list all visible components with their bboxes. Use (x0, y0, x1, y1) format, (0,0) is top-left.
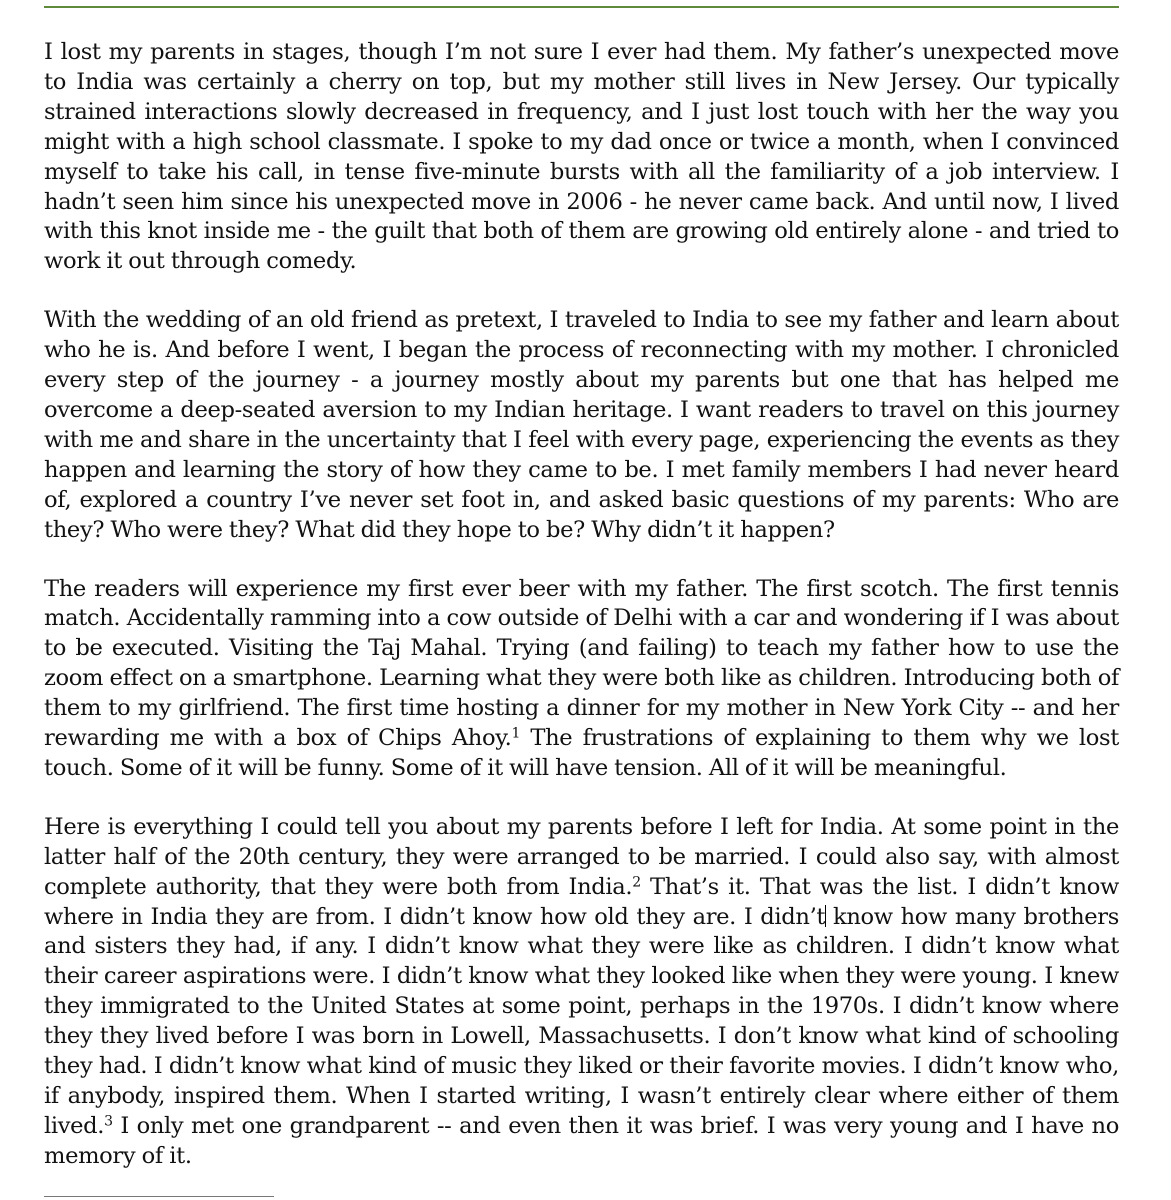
paragraph-3[interactable] (44, 575, 1119, 784)
header-rule (44, 6, 1119, 8)
paragraph-4-text-b: That’s it. That was the list. I didn’t know where in India they are from. I didn’t know how old they are. I didn’t (44, 873, 1119, 930)
footnote-ref-3[interactable]: 3 (104, 1113, 113, 1130)
footnote-ref-2[interactable]: 2 (632, 873, 641, 890)
paragraph-1[interactable] (44, 38, 1119, 277)
paragraph-3-text-b: The frustrations of explaining to them why we lost touch. Some of it will be funny. Some of it will have tension. All of it will be meaningful. (44, 725, 1119, 781)
paragraph-3-text-a: The readers will experience my first ever beer with my father. The first scotch. The first tennis match. Accidentally ramming into a cow outside of Delhi with a car and wondering if I was about to be executed. Visiting the Taj Mahal. Trying (and failing) to teach my father how to use the zoom effect on a smartphone. Learning what they were both like as children. Introducing both of them to my girlfriend. The first time hosting a dinner for my mother in New York City -- and her rewarding me with a box of Chips Ahoy. (44, 575, 1119, 752)
document-page (44, 0, 1119, 1200)
paragraph-4-text-c: know how many brothers and sisters they had, if any. I didn’t know what they were like as children. I didn’t know what their career aspirations were. I didn’t know what they looked like when they were young. I knew they immigrated to the United States at some point, perhaps in the 1970s. I didn’t know where they they lived before I was born in Lowell, Massachusetts. I don’t know what kind of schooling they had. I didn’t know what kind of music they liked or their favorite movies. I didn’t know who, if anybody, inspired them. When I started writing, I wasn’t entirely clear where either of them lived. (44, 903, 1120, 1139)
paragraph-4-text-a: Here is everything I could tell you about my parents before I left for India. At some point in the latter half of the 20th century, they were arranged to be married. I could also say, with almost complete authority, that they were both from India. (44, 813, 1119, 900)
paragraph-2-text: With the wedding of an old friend as pretext, I traveled to India to see my father and learn about who he is. And before I went, I began the process of reconnecting with my mother. I chronicled every step of the journey - a journey mostly about my parents but one that has helped me overcome a deep-seated aversion to my Indian heritage. I want readers to travel on this journey with me and share in the uncertainty that I feel with every page, experiencing the events as they happen and learning the story of how they came to be. I met family members I had never heard of, explored a country I’ve never set foot in, and asked basic questions of my parents: Who are they? Who were they? What did they hope to be? Why didn’t it happen? (44, 307, 1119, 543)
paragraph-4-text-d: I only met one grandparent -- and even then it was brief. I was very young and I have no memory of it. (44, 1112, 1119, 1169)
paragraph-2[interactable] (44, 306, 1119, 545)
paragraph-1-text: I lost my parents in stages, though I’m not sure I ever had them. My father’s unexpected move to India was certainly a cherry on top, but my mother still lives in New Jersey. Our typically strained interactions slowly decreased in frequency, and I just lost touch with her the way you might with a high school classmate. I spoke to my dad once or twice a month, when I convinced myself to take his call, in tense five-minute bursts with all the familiarity of a job interview. I hadn’t seen him since his unexpected move in 2006 - he never came back. And until now, I lived with this knot inside me - the guilt that both of them are growing old entirely alone - and tried to work it out through comedy. (44, 39, 1119, 275)
document-body[interactable] (44, 38, 1119, 1172)
footnote-separator-rule (44, 1196, 274, 1197)
paragraph-4[interactable] (44, 813, 1119, 1172)
footnote-ref-1[interactable]: 1 (511, 725, 521, 742)
